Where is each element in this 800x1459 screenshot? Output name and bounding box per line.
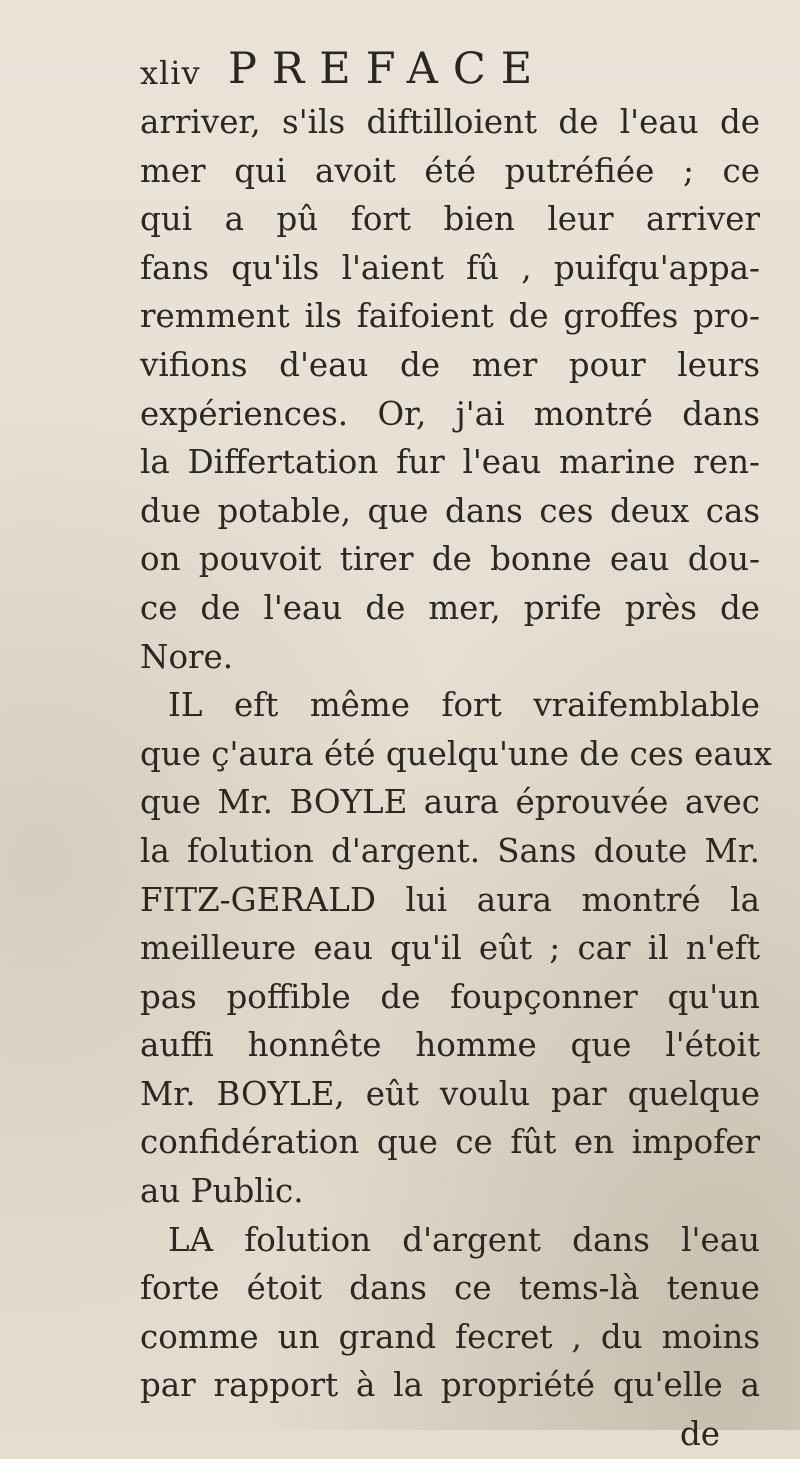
text-line: meilleure eau qu'il eût ; car il n'eft (140, 929, 760, 968)
text-line: que ç'aura été quelqu'une de ces eaux (140, 734, 772, 773)
text-line: Nore. (140, 637, 234, 676)
text-line: ce de l'eau de mer, prife près de (140, 588, 760, 627)
text-line: vifions d'eau de mer pour leurs (140, 345, 760, 384)
text-line: qui a pû fort bien leur arriver (140, 200, 760, 239)
catchword: de (679, 1415, 720, 1454)
text-line: fans qu'ils l'aient fû , puifqu'appa- (140, 248, 760, 287)
text-line: due potable, que dans ces deux cas (140, 491, 760, 530)
page-number: xliv (140, 54, 201, 92)
text-line: confidération que ce fût en impofer (140, 1123, 760, 1162)
text-line: on pouvoit tirer de bonne eau dou- (140, 540, 760, 579)
text-line: la Differtation fur l'eau marine ren- (140, 443, 760, 482)
text-line: auffi honnête homme que l'étoit (140, 1026, 760, 1065)
text-line: que Mr. BOYLE aura éprouvée avec (140, 783, 760, 822)
text-line: LA folution d'argent dans l'eau (168, 1220, 760, 1259)
text-line: remment ils faifoient de groffes pro- (140, 297, 760, 336)
text-line: au Public. (140, 1172, 304, 1211)
body-text (140, 98, 772, 1459)
text-line: Mr. BOYLE, eût voulu par quelque (140, 1074, 760, 1113)
page-header (140, 36, 740, 96)
text-line: pas poffible de foupçonner qu'un (140, 977, 760, 1016)
text-line: arriver, s'ils diftilloient de l'eau de (140, 103, 760, 141)
running-title: PREFACE (228, 44, 548, 94)
text-line: mer qui avoit été putréfiée ; ce (140, 151, 760, 190)
text-line: IL eft même fort vraifemblable (168, 686, 760, 725)
text-line: forte étoit dans ce tems-là tenue (140, 1269, 760, 1308)
text-line: FITZ-GERALD lui aura montré la (140, 880, 760, 919)
text-line: comme un grand fecret , du moins (140, 1317, 760, 1356)
text-line: par rapport à la propriété qu'elle a (140, 1366, 760, 1405)
text-line: expériences. Or, j'ai montré dans (140, 394, 760, 433)
text-line: la folution d'argent. Sans doute Mr. (140, 831, 760, 870)
